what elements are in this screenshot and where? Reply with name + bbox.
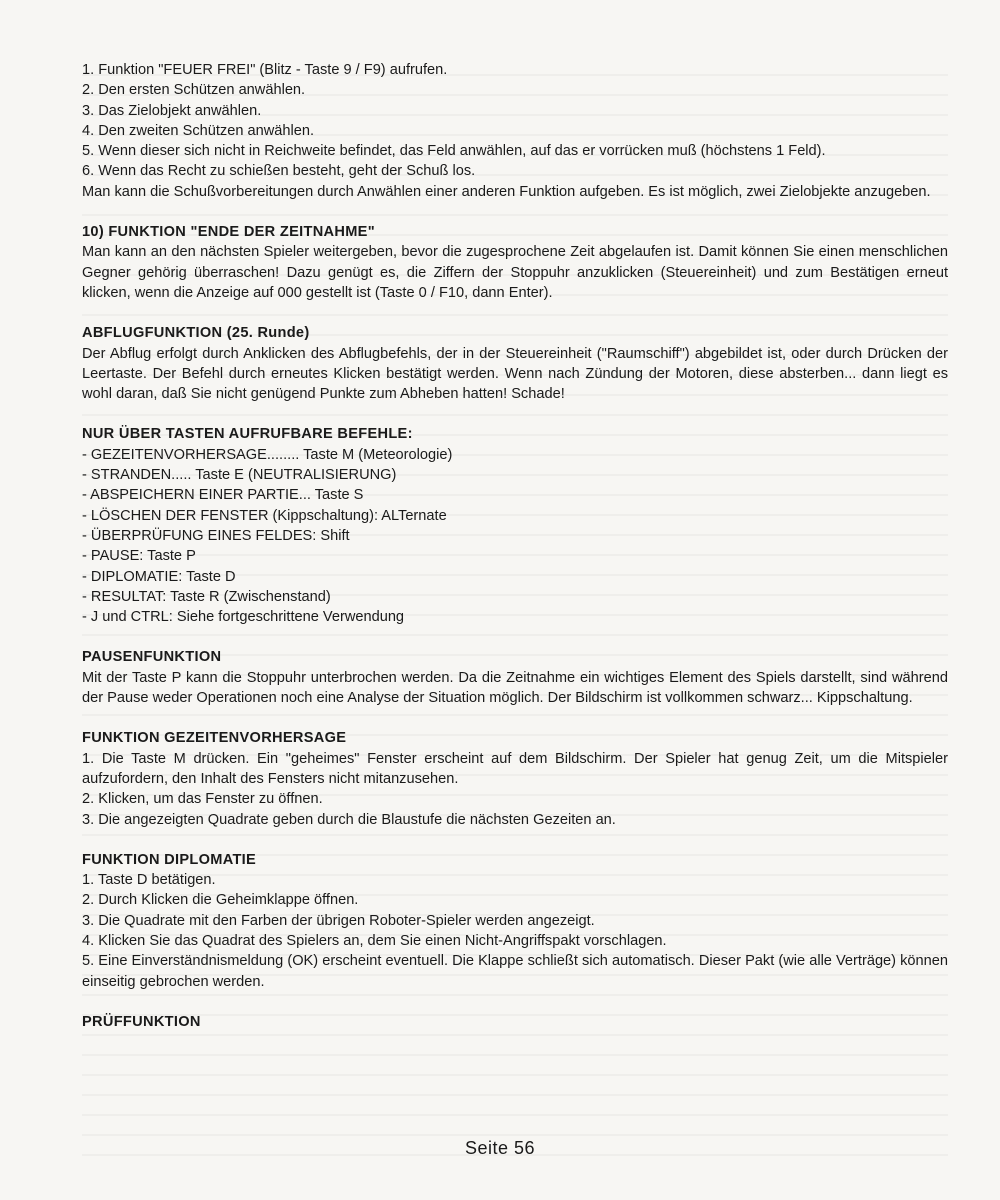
diplomacy-step: 5. Eine Einverständnismeldung (OK) erscheint eventuell. Die Klappe schließt sich automatisch. Dieser Pakt (wie alle Verträge) können einseitig gebrochen werden.: [82, 953, 948, 990]
section-end-time: [82, 222, 948, 303]
intro-step-4: 4. Den zweiten Schützen anwählen.: [82, 122, 315, 139]
key-command-item: - STRANDEN..... Taste E (NEUTRALISIERUNG): [82, 467, 397, 484]
section-heading: NUR ÜBER TASTEN AUFRUFBARE BEFEHLE:: [82, 426, 413, 443]
key-command-item: - ÜBERPRÜFUNG EINES FELDES: Shift: [82, 527, 350, 544]
key-command-item: - ABSPEICHERN EINER PARTIE... Taste S: [82, 487, 364, 504]
section-check: [82, 1012, 948, 1032]
section-heading: PAUSENFUNKTION: [82, 649, 222, 666]
diplomacy-step: 4. Klicken Sie das Quadrat des Spielers an, dem Sie einen Nicht-Angriffspakt vorschlagen.: [82, 932, 667, 949]
section-takeoff: [82, 323, 948, 404]
key-command-item: - LÖSCHEN DER FENSTER (Kippschaltung): ALTernate: [82, 507, 447, 524]
diplomacy-step: 2. Durch Klicken die Geheimklappe öffnen.: [82, 892, 359, 909]
key-command-item: - J und CTRL: Siehe fortgeschrittene Verwendung: [82, 609, 405, 626]
tides-step: 3. Die angezeigten Quadrate geben durch die Blaustufe die nächsten Gezeiten an.: [82, 811, 616, 828]
section-text: Der Abflug erfolgt durch Anklicken des Abflugbefehls, der in der Steuereinheit ("Raumschiff") abgebildet ist, oder durch Drücken der Leertaste. Der Befehl durch erneutes Klicken bestätigt werden. Wenn nach Zündung der Motoren, diese absterben... dann liegt es wohl daran, daß Sie nicht genügend Punkte zum Abheben hatten! Schade!: [82, 345, 948, 403]
section-pause: [82, 647, 948, 708]
section-text: Mit der Taste P kann die Stoppuhr unterbrochen werden. Da die Zeitnahme ein wichtiges Element des Spiels darstellt, sind während der Pause weder Operationen noch eine Analyse der Situation möglich. Der Bildschirm ist vollkommen schwarz... Kippschaltung.: [82, 669, 948, 707]
intro-steps: [82, 60, 948, 202]
key-command-item: - RESULTAT: Taste R (Zwischenstand): [82, 588, 331, 605]
intro-step-5: 5. Wenn dieser sich nicht in Reichweite befindet, das Feld anwählen, auf das er vorrücken muß (höchstens 1 Feld).: [82, 143, 826, 160]
section-key-commands: [82, 424, 948, 627]
intro-step-6: 6. Wenn das Recht zu schießen besteht, geht der Schuß los.: [82, 163, 476, 180]
page-number: Seite 56: [464, 1138, 536, 1158]
section-heading: PRÜFFUNKTION: [82, 1013, 201, 1030]
section-tides: [82, 728, 948, 829]
section-heading: FUNKTION DIPLOMATIE: [82, 851, 257, 868]
section-heading: FUNKTION GEZEITENVORHERSAGE: [82, 730, 347, 747]
section-diplomacy: [82, 850, 948, 992]
section-heading: ABFLUGFUNKTION (25. Runde): [82, 325, 310, 342]
intro-step-2: 2. Den ersten Schützen anwählen.: [82, 82, 306, 99]
section-text: Man kann an den nächsten Spieler weitergeben, bevor die zugesprochene Zeit abgelaufen ist. Damit können Sie einen menschlichen Gegner gehörig überraschen! Dazu genügt es, die Ziffern der Stoppuhr anzuklicken (Steuereinheit) und zum Bestätigen erneut klicken, wenn die Anzeige auf 000 gestellt ist (Taste 0 / F10, dann Enter).: [82, 244, 948, 301]
tides-step: 2. Klicken, um das Fenster zu öffnen.: [82, 791, 323, 808]
manual-page: [82, 60, 948, 1032]
intro-step-3: 3. Das Zielobjekt anwählen.: [82, 102, 262, 119]
key-command-item: - DIPLOMATIE: Taste D: [82, 568, 236, 585]
section-heading: 10) FUNKTION "ENDE DER ZEITNAHME": [82, 224, 375, 241]
intro-step-1: 1. Funktion "FEUER FREI" (Blitz - Taste 9 / F9) aufrufen.: [82, 62, 448, 78]
intro-note: Man kann die Schußvorbereitungen durch Anwählen einer anderen Funktion aufgeben. Es ist möglich, zwei Zielobjekte anzugeben.: [82, 183, 931, 200]
key-command-item: - PAUSE: Taste P: [82, 548, 196, 565]
diplomacy-step: 1. Taste D betätigen.: [82, 872, 216, 889]
tides-step: 1. Die Taste M drücken. Ein "geheimes" Fenster erscheint auf dem Bildschirm. Der Spieler hat genug Zeit, um die Mitspieler aufzufordern, den Inhalt des Fensters nicht mitanzusehen.: [82, 750, 948, 787]
key-command-item: - GEZEITENVORHERSAGE........ Taste M (Meteorologie): [82, 446, 453, 463]
diplomacy-step: 3. Die Quadrate mit den Farben der übrigen Roboter-Spieler werden angezeigt.: [82, 912, 595, 929]
